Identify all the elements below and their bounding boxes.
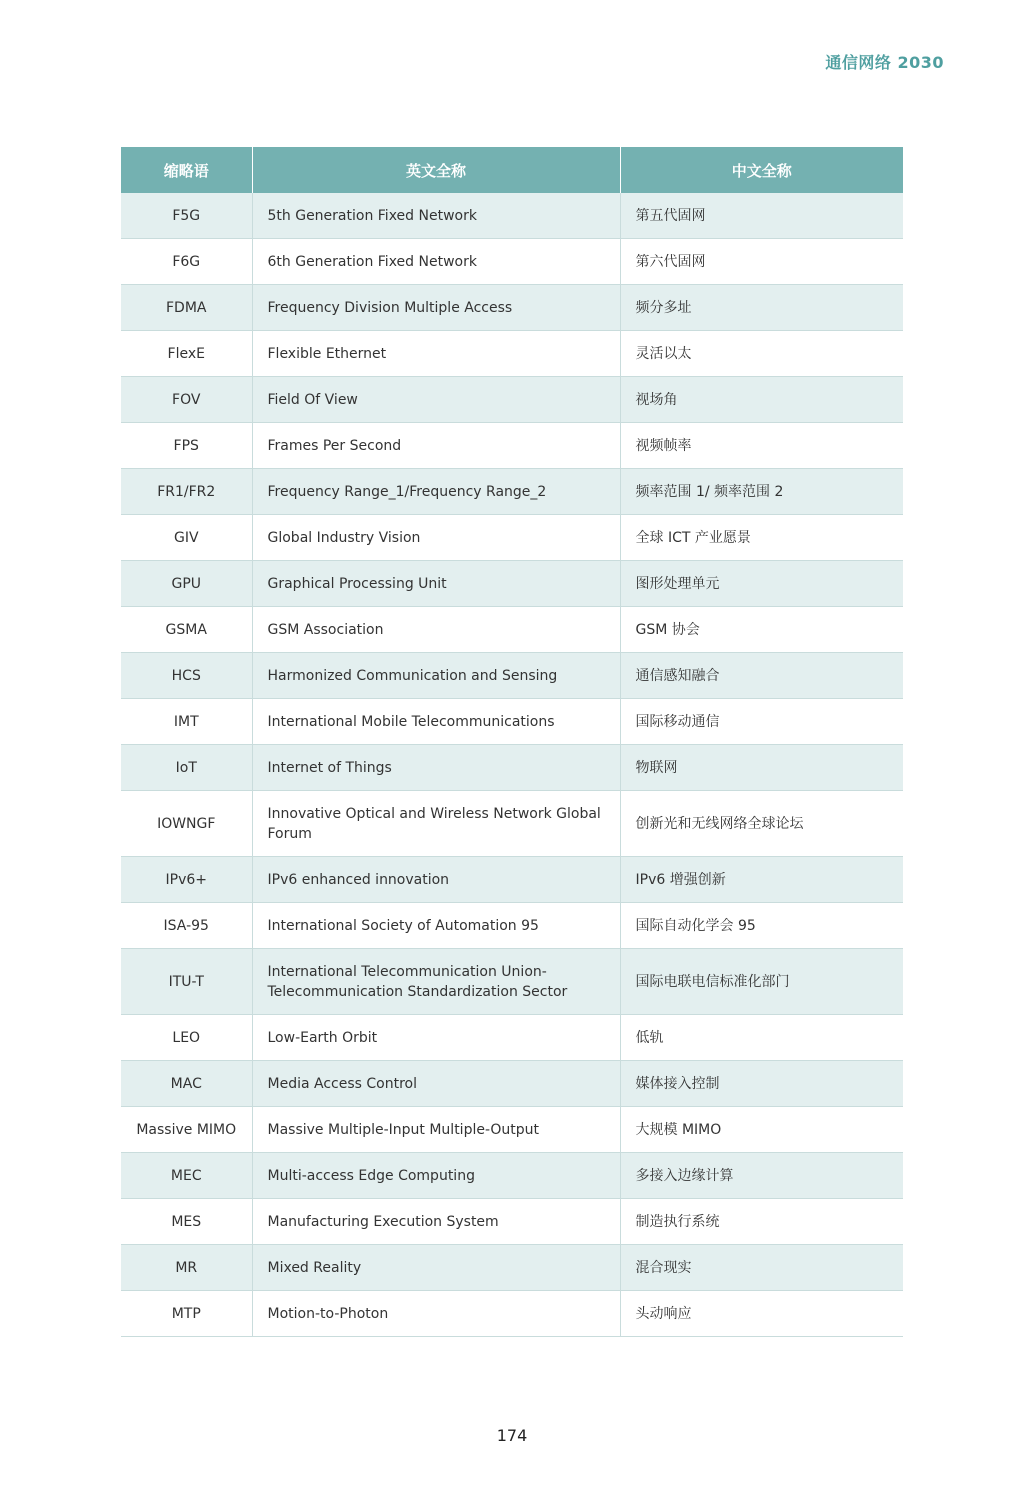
english-name-cell: Frequency Range_1/Frequency Range_2 <box>252 469 620 515</box>
abbreviation-cell: MES <box>121 1199 252 1245</box>
chinese-name-cell: 国际自动化学会 95 <box>620 903 903 949</box>
table-row <box>121 791 903 857</box>
abbreviation-cell: FR1/FR2 <box>121 469 252 515</box>
english-name-cell: International Society of Automation 95 <box>252 903 620 949</box>
column-header-abbreviation: 缩略语 <box>121 147 252 193</box>
english-name-cell: Flexible Ethernet <box>252 331 620 377</box>
column-header-english: 英文全称 <box>252 147 620 193</box>
english-name-cell: Field Of View <box>252 377 620 423</box>
abbreviation-cell: F5G <box>121 193 252 239</box>
abbreviation-cell: ITU-T <box>121 949 252 1015</box>
abbreviation-cell: MR <box>121 1245 252 1291</box>
table-row <box>121 699 903 745</box>
chinese-name-cell: 低轨 <box>620 1015 903 1061</box>
abbreviation-cell: IMT <box>121 699 252 745</box>
chinese-name-cell: 第五代固网 <box>620 193 903 239</box>
english-name-cell: Motion-to-Photon <box>252 1291 620 1337</box>
table-row <box>121 285 903 331</box>
abbreviation-cell: IoT <box>121 745 252 791</box>
english-name-cell: Media Access Control <box>252 1061 620 1107</box>
english-name-cell: Mixed Reality <box>252 1245 620 1291</box>
abbreviation-cell: FOV <box>121 377 252 423</box>
abbreviation-cell: MEC <box>121 1153 252 1199</box>
table-row <box>121 607 903 653</box>
table-row <box>121 469 903 515</box>
table-row <box>121 423 903 469</box>
abbreviation-cell: FPS <box>121 423 252 469</box>
abbreviation-table <box>121 147 903 1337</box>
table-row <box>121 653 903 699</box>
english-name-cell: Internet of Things <box>252 745 620 791</box>
chinese-name-cell: IPv6 增强创新 <box>620 857 903 903</box>
chinese-name-cell: 国际电联电信标准化部门 <box>620 949 903 1015</box>
abbreviation-cell: GPU <box>121 561 252 607</box>
table-row <box>121 857 903 903</box>
english-name-cell: Frames Per Second <box>252 423 620 469</box>
table-row <box>121 1245 903 1291</box>
chinese-name-cell: 媒体接入控制 <box>620 1061 903 1107</box>
english-name-cell: IPv6 enhanced innovation <box>252 857 620 903</box>
english-name-cell: Harmonized Communication and Sensing <box>252 653 620 699</box>
table-row <box>121 949 903 1015</box>
table-row <box>121 561 903 607</box>
abbreviation-cell: FDMA <box>121 285 252 331</box>
abbreviation-cell: FlexE <box>121 331 252 377</box>
english-name-cell: Frequency Division Multiple Access <box>252 285 620 331</box>
chinese-name-cell: 视场角 <box>620 377 903 423</box>
chinese-name-cell: 灵活以太 <box>620 331 903 377</box>
table-row <box>121 745 903 791</box>
chinese-name-cell: 图形处理单元 <box>620 561 903 607</box>
running-header-title: 通信网络 2030 <box>825 53 944 72</box>
table-row <box>121 903 903 949</box>
chinese-name-cell: GSM 协会 <box>620 607 903 653</box>
english-name-cell: 5th Generation Fixed Network <box>252 193 620 239</box>
table-row <box>121 515 903 561</box>
english-name-cell: International Mobile Telecommunications <box>252 699 620 745</box>
table-row <box>121 1061 903 1107</box>
english-name-cell: Innovative Optical and Wireless Network Global Forum <box>252 791 620 857</box>
english-name-cell: Massive Multiple-Input Multiple-Output <box>252 1107 620 1153</box>
chinese-name-cell: 多接入边缘计算 <box>620 1153 903 1199</box>
page-number: 174 <box>496 1426 528 1445</box>
chinese-name-cell: 全球 ICT 产业愿景 <box>620 515 903 561</box>
chinese-name-cell: 视频帧率 <box>620 423 903 469</box>
abbreviation-cell: IPv6+ <box>121 857 252 903</box>
abbreviation-cell: MAC <box>121 1061 252 1107</box>
table-row <box>121 1291 903 1337</box>
english-name-cell: 6th Generation Fixed Network <box>252 239 620 285</box>
english-name-cell: Graphical Processing Unit <box>252 561 620 607</box>
abbreviation-cell: HCS <box>121 653 252 699</box>
chinese-name-cell: 混合现实 <box>620 1245 903 1291</box>
chinese-name-cell: 通信感知融合 <box>620 653 903 699</box>
abbreviation-cell: ISA-95 <box>121 903 252 949</box>
chinese-name-cell: 频分多址 <box>620 285 903 331</box>
abbreviation-cell: GSMA <box>121 607 252 653</box>
chinese-name-cell: 大规模 MIMO <box>620 1107 903 1153</box>
english-name-cell: Global Industry Vision <box>252 515 620 561</box>
table-row <box>121 1153 903 1199</box>
english-name-cell: International Telecommunication Union-Telecommunication Standardization Sector <box>252 949 620 1015</box>
table-row <box>121 1107 903 1153</box>
table-row <box>121 1015 903 1061</box>
table-body <box>121 193 903 1337</box>
chinese-name-cell: 国际移动通信 <box>620 699 903 745</box>
table-row <box>121 239 903 285</box>
chinese-name-cell: 频率范围 1/ 频率范围 2 <box>620 469 903 515</box>
table-header-row <box>121 147 903 193</box>
abbreviation-cell: GIV <box>121 515 252 561</box>
table-row <box>121 193 903 239</box>
column-header-chinese: 中文全称 <box>620 147 903 193</box>
english-name-cell: GSM Association <box>252 607 620 653</box>
english-name-cell: Low-Earth Orbit <box>252 1015 620 1061</box>
abbreviation-cell: LEO <box>121 1015 252 1061</box>
abbreviation-cell: F6G <box>121 239 252 285</box>
english-name-cell: Manufacturing Execution System <box>252 1199 620 1245</box>
chinese-name-cell: 第六代固网 <box>620 239 903 285</box>
table-row <box>121 331 903 377</box>
chinese-name-cell: 制造执行系统 <box>620 1199 903 1245</box>
abbreviation-cell: MTP <box>121 1291 252 1337</box>
abbreviation-cell: IOWNGF <box>121 791 252 857</box>
english-name-cell: Multi-access Edge Computing <box>252 1153 620 1199</box>
chinese-name-cell: 创新光和无线网络全球论坛 <box>620 791 903 857</box>
abbreviation-cell: Massive MIMO <box>121 1107 252 1153</box>
table-row <box>121 1199 903 1245</box>
chinese-name-cell: 头动响应 <box>620 1291 903 1337</box>
chinese-name-cell: 物联网 <box>620 745 903 791</box>
table-row <box>121 377 903 423</box>
